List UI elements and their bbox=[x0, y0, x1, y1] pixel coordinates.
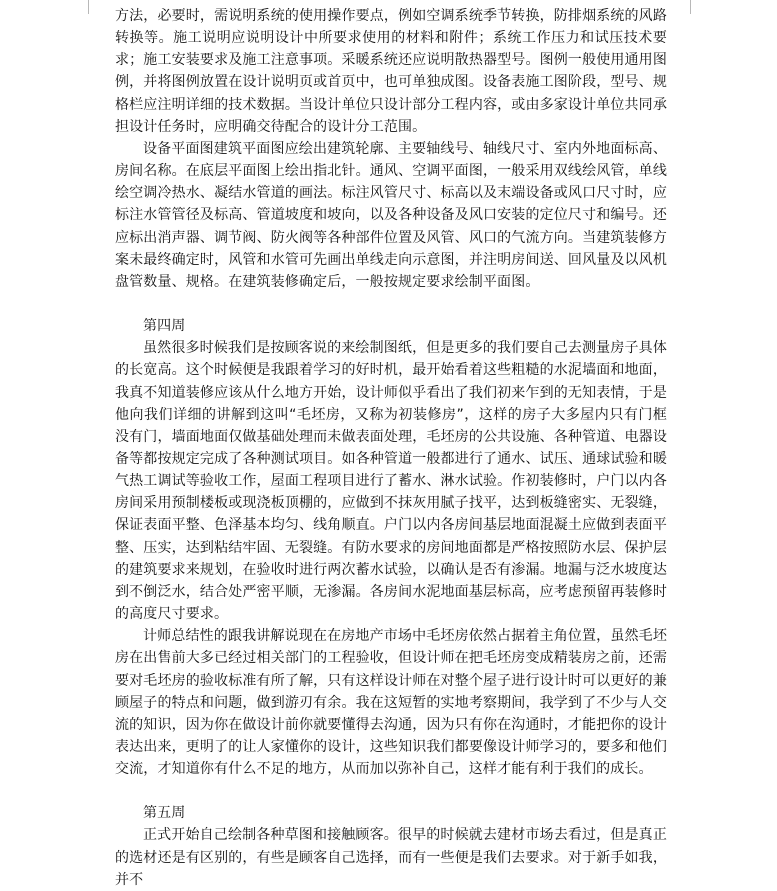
paragraph-rough-house: 虽然很多时候我们是按顾客说的来绘制图纸，但是更多的我们要自己去测量房子具体的长宽高。这个时候便是我跟着学习的好时机，最开始看着这些粗糙的水泥墙面和地面，我真不知道装修应该从什么地方开始，设计师似乎看出了我们初来乍到的无知表情，于是他向我们详细的讲解到这叫“毛坯房，又称为初装修房”，这样的房子大多屋内只有门框没有门，墙面地面仅做基础处理而未做表面处理，毛坯房的公共设施、各种管道、电器设备等都按规定完成了各种测试项目。如各种管道一般都进行了通水、试压、通球试验和暖气热工调试等验收工作，屋面工程项目进行了蓄水、淋水试验。作初装修时，户门以内各房间采用预制楼板或现浇板顶棚的，应做到不抹灰用腻子找平，达到板缝密实、无裂缝，保证表面平整、色泽基本均匀、线角顺直。户门以内各房间基层地面混凝土应做到表面平整、压实，达到粘结牢固、无裂缝。有防水要求的房间地面都是严格按照防水层、保护层的建筑要求来规划，在验收时进行两次蓄水试验，以确认是否有渗漏。地漏与泛水坡度达到不倒泛水，结合处严密平顺，无渗漏。各房间水泥地面基层标高，应考虑预留再装修时的高度尺寸要求。 bbox=[115, 340, 667, 623]
paragraph-sketches: 正式开始自己绘制各种草图和接触顾客。很早的时候就去建材市场去看过，但是真正的选材还是有区别的，有些是顾客自己选择，而有一些便是我们去要求。对于新手如我，并不 bbox=[115, 827, 667, 888]
paragraph-designer-summary: 计师总结性的跟我讲解说现在在房地产市场中毛坯房依然占据着主角位置，虽然毛坯房在出售前大多已经过相关部门的工程验收，但设计师在把毛坯房变成精装房之前，还需要对毛坯房的验收标准有所了解，只有这样设计师在对整个屋子进行设计时可以更好的兼顾屋子的特点和问题，做到游刃有余。我在这短暂的实地考察期间，我学到了不少与人交流的知识，因为你在做设计前你就要懂得去沟通，因为只有你在沟通时，才能把你的设计表达出来，更明了的让人家懂你的设计，这些知识我们都要像设计师学习的，要多和他们交流，才知道你有什么不足的地方，从而加以弥补自己，这样才能有利于我们的成长。 bbox=[115, 628, 667, 778]
paragraph-design-notes: 方法，必要时，需说明系统的使用操作要点，例如空调系统季节转换，防排烟系统的风路转换等。施工说明应说明设计中所要求使用的材料和附件；系统工作压力和试压技术要求；施工安装要求及施工注意事项。采暖系统还应说明散热器型号。图例一般使用通用图例，并将图例放置在设计说明页或首页中，也可单独成图。设备表施工图阶段，型号、规格栏应注明详细的技术数据。当设计单位只设计部分工程内容，或由多家设计单位共同承担设计任务时，应明确交待配合的设计分工范围。 bbox=[115, 8, 667, 135]
document-body bbox=[115, 5, 667, 891]
heading-week-five: 第五周 bbox=[143, 805, 186, 822]
paragraph-floor-plan: 设备平面图建筑平面图应绘出建筑轮廓、主要轴线号、轴线尺寸、室内外地面标高、房间名称。在底层平面图上绘出指北针。通风、空调平面图，一般采用双线绘风管，单线绘空调冷热水、凝结水管道的画法。标注风管尺寸、标高以及末端设备或风口尺寸时，应标注水管管径及标高、管道坡度和坡向，以及各种设备及风口安装的定位尺寸和编号。还应标出消声器、调节阀、防火阀等各种部件位置及风管、风口的气流方向。当建筑装修方案未最终确定时，风管和水管可先画出单线走向示意图，并注明房间送、回风量及以风机盘管数量、规格。在建筑装修确定后，一般按规定要求绘制平面图。 bbox=[115, 140, 667, 290]
crop-mark-right bbox=[690, 0, 691, 14]
crop-mark-left bbox=[88, 0, 89, 14]
heading-week-four: 第四周 bbox=[143, 318, 186, 335]
